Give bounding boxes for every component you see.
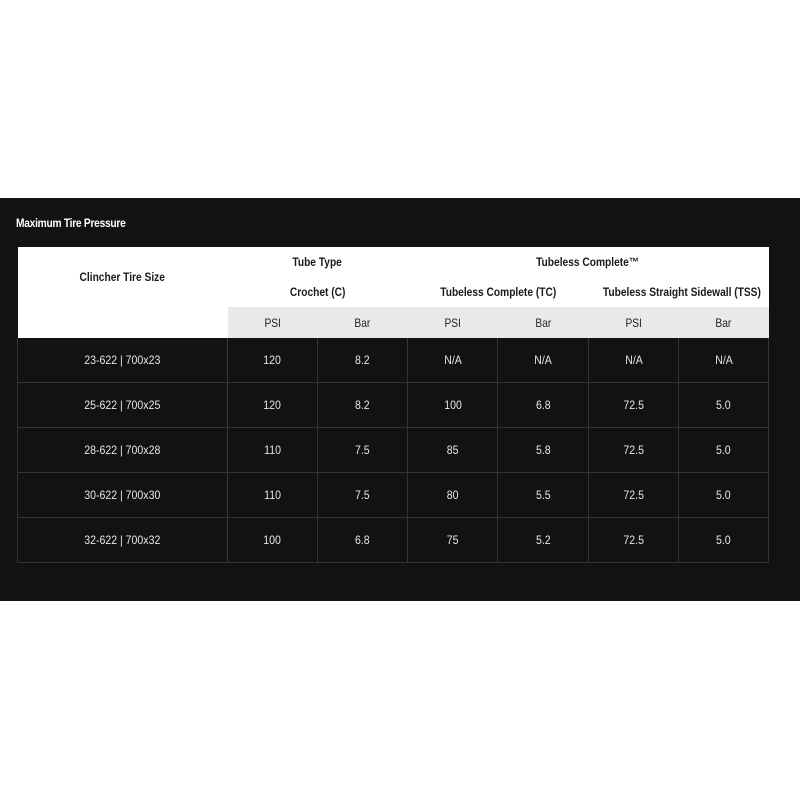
tire-size-cell: 28-622 | 700x28 bbox=[18, 428, 228, 473]
tire-size-cell: 25-622 | 700x25 bbox=[18, 383, 228, 428]
unit-header: PSI bbox=[589, 307, 679, 338]
tire-size-cell: 30-622 | 700x30 bbox=[18, 473, 228, 518]
header-row-units bbox=[18, 307, 769, 338]
value-cell: 72.5 bbox=[589, 428, 679, 473]
value-cell: 6.8 bbox=[318, 518, 408, 563]
unit-header: PSI bbox=[228, 307, 318, 338]
tss-header: Tubeless Straight Sidewall (TSS) bbox=[589, 277, 769, 307]
value-cell: 85 bbox=[408, 428, 498, 473]
header-row-groups bbox=[18, 247, 769, 277]
tc-header: Tubeless Complete (TC) bbox=[408, 277, 589, 307]
unit-header: Bar bbox=[318, 307, 408, 338]
value-cell: N/A bbox=[498, 338, 589, 383]
tire-size-cell: 23-622 | 700x23 bbox=[18, 338, 228, 383]
tube-type-header: Tube Type bbox=[228, 247, 408, 277]
value-cell: 5.0 bbox=[679, 473, 769, 518]
value-cell: 100 bbox=[228, 518, 318, 563]
value-cell: 7.5 bbox=[318, 473, 408, 518]
value-cell: 100 bbox=[408, 383, 498, 428]
value-cell: 72.5 bbox=[589, 383, 679, 428]
value-cell: 5.0 bbox=[679, 428, 769, 473]
value-cell: 110 bbox=[228, 428, 318, 473]
unit-header: Bar bbox=[498, 307, 589, 338]
value-cell: 72.5 bbox=[589, 473, 679, 518]
value-cell: 5.5 bbox=[498, 473, 589, 518]
table-row bbox=[18, 338, 769, 383]
table-row bbox=[18, 518, 769, 563]
value-cell: 5.2 bbox=[498, 518, 589, 563]
tire-pressure-panel bbox=[0, 198, 800, 601]
value-cell: 120 bbox=[228, 383, 318, 428]
value-cell: N/A bbox=[589, 338, 679, 383]
crochet-header: Crochet (C) bbox=[228, 277, 408, 307]
section-title: Maximum Tire Pressure bbox=[16, 216, 126, 230]
value-cell: 8.2 bbox=[318, 383, 408, 428]
value-cell: N/A bbox=[679, 338, 769, 383]
value-cell: 110 bbox=[228, 473, 318, 518]
value-cell: 5.0 bbox=[679, 518, 769, 563]
value-cell: 5.8 bbox=[498, 428, 589, 473]
unit-header: Bar bbox=[679, 307, 769, 338]
value-cell: 72.5 bbox=[589, 518, 679, 563]
value-cell: 5.0 bbox=[679, 383, 769, 428]
value-cell: 7.5 bbox=[318, 428, 408, 473]
value-cell: 8.2 bbox=[318, 338, 408, 383]
value-cell: 6.8 bbox=[498, 383, 589, 428]
tubeless-complete-header: Tubeless Complete™ bbox=[408, 247, 769, 277]
size-column-header: Clincher Tire Size bbox=[18, 247, 228, 307]
tire-size-cell: 32-622 | 700x32 bbox=[18, 518, 228, 563]
unit-header: PSI bbox=[408, 307, 498, 338]
pressure-table bbox=[17, 247, 769, 563]
value-cell: N/A bbox=[408, 338, 498, 383]
value-cell: 80 bbox=[408, 473, 498, 518]
table-row bbox=[18, 428, 769, 473]
table-row bbox=[18, 473, 769, 518]
value-cell: 75 bbox=[408, 518, 498, 563]
unit-spacer bbox=[18, 307, 228, 338]
table-row bbox=[18, 383, 769, 428]
value-cell: 120 bbox=[228, 338, 318, 383]
